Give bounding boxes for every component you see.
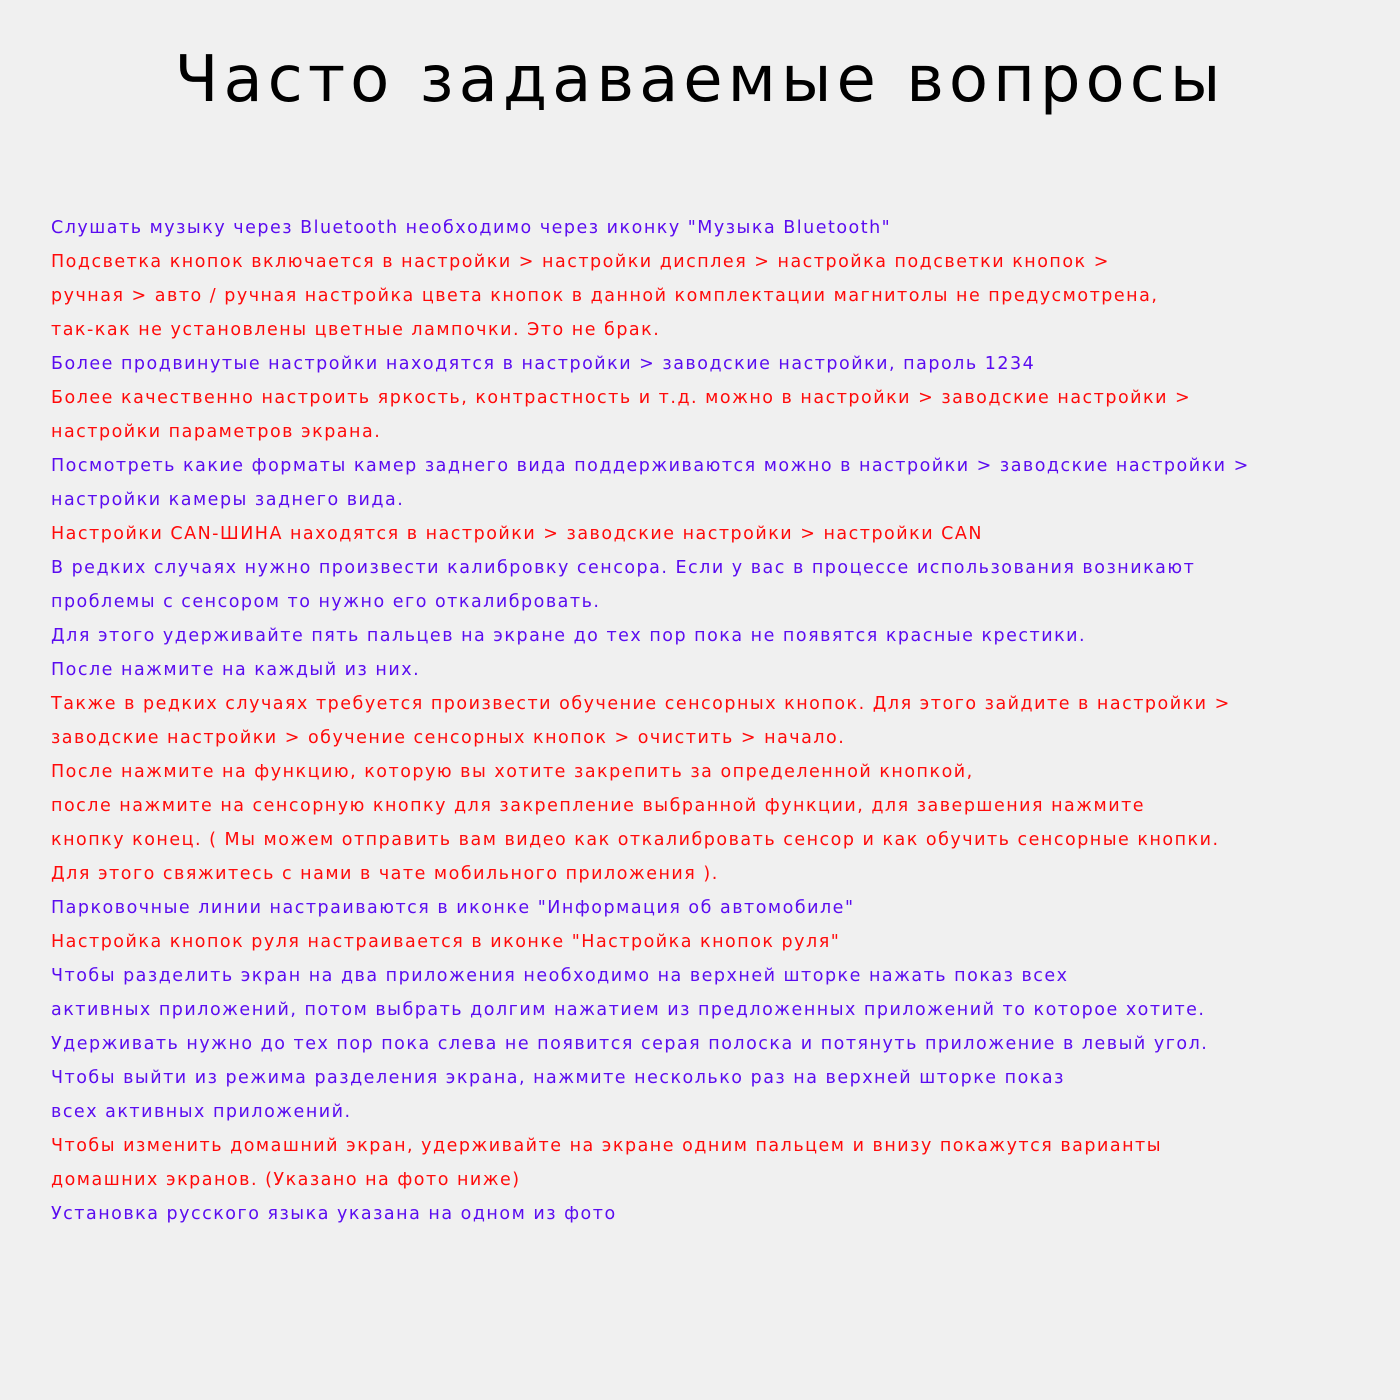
faq-line: Настройка кнопок руля настраивается в иконке "Настройка кнопок руля" bbox=[51, 932, 841, 952]
faq-line: Подсветка кнопок включается в настройки > настройки дисплея > настройка подсветки кнопок > bbox=[51, 252, 1110, 272]
faq-line: Посмотреть какие форматы камер заднего вида поддерживаются можно в настройки > заводские настройки > bbox=[51, 456, 1250, 476]
faq-line: Также в редких случаях требуется произвести обучение сенсорных кнопок. Для этого зайдите в настройки > bbox=[51, 694, 1231, 714]
faq-line: так-как не установлены цветные лампочки. Это не брак. bbox=[51, 320, 661, 340]
faq-line: всех активных приложений. bbox=[51, 1102, 352, 1122]
faq-line: Более продвинутые настройки находятся в настройки > заводские настройки, пароль 1234 bbox=[51, 354, 1036, 374]
faq-line: В редких случаях нужно произвести калибровку сенсора. Если у вас в процессе использования возникают bbox=[51, 558, 1196, 578]
faq-line: проблемы с сенсором то нужно его откалибровать. bbox=[51, 592, 601, 612]
faq-line: заводские настройки > обучение сенсорных кнопок > очистить > начало. bbox=[51, 728, 846, 748]
faq-line: домашних экранов. (Указано на фото ниже) bbox=[51, 1170, 521, 1190]
faq-line: настройки камеры заднего вида. bbox=[51, 490, 405, 510]
faq-line: Более качественно настроить яркость, контрастность и т.д. можно в настройки > заводские настройки > bbox=[51, 388, 1192, 408]
faq-line: ручная > авто / ручная настройка цвета кнопок в данной комплектации магнитолы не предусмотрена, bbox=[51, 286, 1159, 306]
faq-line: активных приложений, потом выбрать долгим нажатием из предложенных приложений то которое хотите. bbox=[51, 1000, 1206, 1020]
faq-line: Парковочные линии настраиваются в иконке "Информация об автомобиле" bbox=[51, 898, 855, 918]
faq-line: после нажмите на сенсорную кнопку для закрепление выбранной функции, для завершения нажмите bbox=[51, 796, 1146, 816]
faq-line: Настройки CAN-ШИНА находятся в настройки > заводские настройки > настройки CAN bbox=[51, 524, 983, 544]
faq-line: После нажмите на функцию, которую вы хотите закрепить за определенной кнопкой, bbox=[51, 762, 974, 782]
faq-line: настройки параметров экрана. bbox=[51, 422, 382, 442]
faq-line: Для этого свяжитесь с нами в чате мобильного приложения ). bbox=[51, 864, 719, 884]
faq-line: Чтобы изменить домашний экран, удерживайте на экране одним пальцем и внизу покажутся варианты bbox=[51, 1136, 1163, 1156]
faq-list bbox=[51, 211, 1400, 1231]
faq-line: После нажмите на каждый из них. bbox=[51, 660, 421, 680]
faq-line: Слушать музыку через Bluetooth необходимо через иконку "Музыка Bluetooth" bbox=[51, 218, 892, 238]
faq-line: Для этого удерживайте пять пальцев на экране до тех пор пока не появятся красные крестики. bbox=[51, 626, 1087, 646]
faq-line: Чтобы разделить экран на два приложения необходимо на верхней шторке нажать показ всех bbox=[51, 966, 1069, 986]
faq-line: Чтобы выйти из режима разделения экрана, нажмите несколько раз на верхней шторке показ bbox=[51, 1068, 1065, 1088]
faq-line: Установка русского языка указана на одном из фото bbox=[51, 1204, 617, 1224]
page-title: Часто задаваемые вопросы bbox=[174, 43, 1226, 117]
faq-line: Удерживать нужно до тех пор пока слева не появится серая полоска и потянуть приложение в левый угол. bbox=[51, 1034, 1209, 1054]
faq-line: кнопку конец. ( Мы можем отправить вам видео как откалибровать сенсор и как обучить сенсорные кнопки. bbox=[51, 830, 1220, 850]
